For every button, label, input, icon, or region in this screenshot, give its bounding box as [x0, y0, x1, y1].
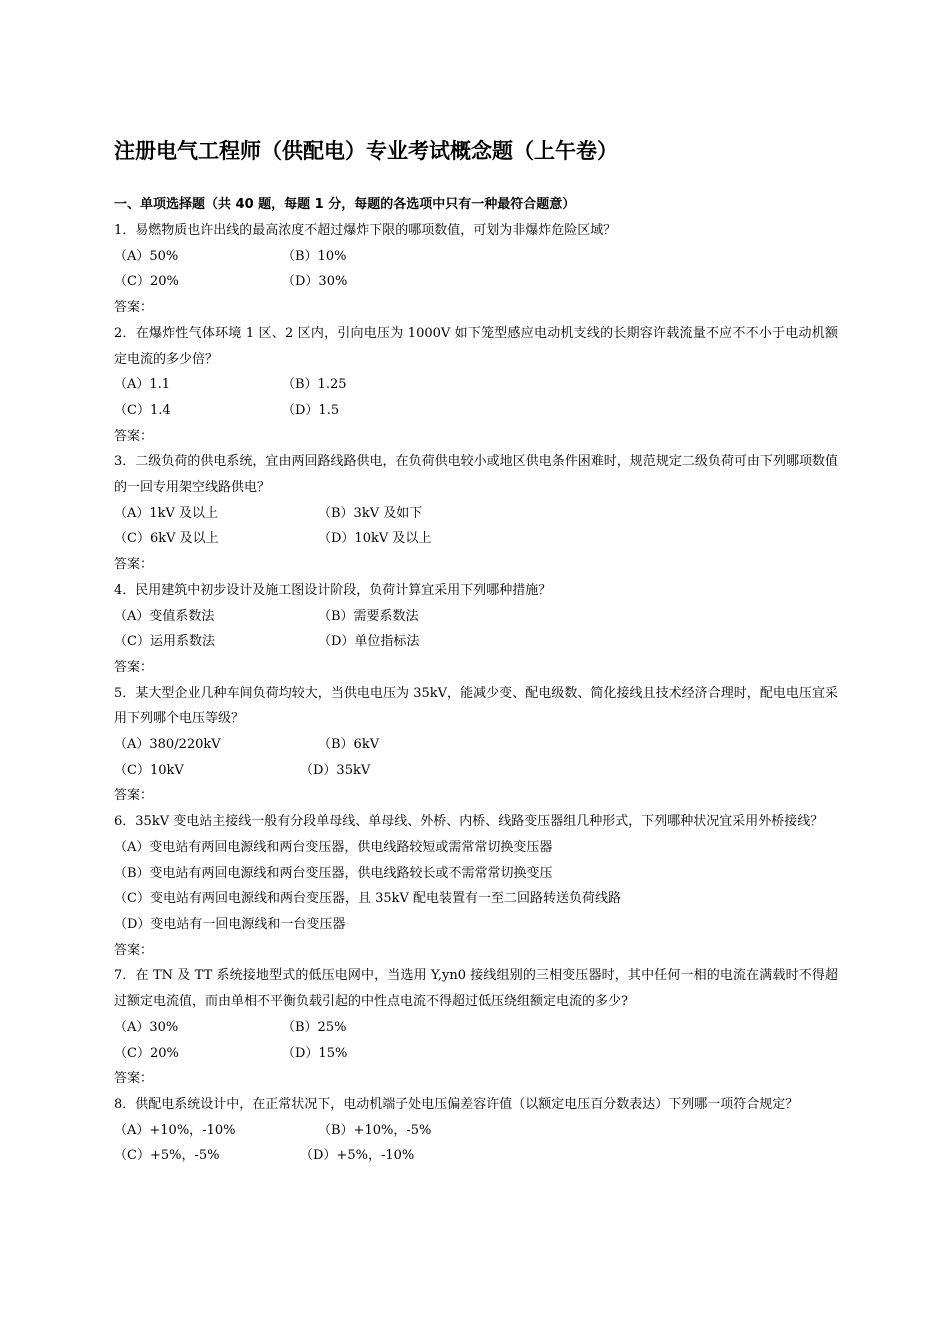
question-stem: 6．35kV 变电站主接线一般有分段单母线、单母线、外桥、内桥、线路变压器组几种形式，下列哪种状况宜采用外桥接线？	[114, 814, 824, 830]
option-row	[114, 1143, 838, 1169]
option-a: （A）变值系数法	[114, 608, 215, 624]
option-a: （A）+10%，-10%	[114, 1122, 236, 1138]
option-b: （B）需要系数法	[318, 608, 419, 624]
question-stem: 7．在 TN 及 TT 系统接地型式的低压电网中，当选用 Y,yn0 接线组别的三相变压器时，其中任何一相的电流在满载时不得超过额定电流值，而由单相不平衡负载引起的中性点电流不得超过低压绕组额定电流的多少?	[114, 968, 838, 1010]
option-d: （D）15%	[282, 1045, 348, 1061]
option-row	[114, 269, 838, 295]
option-d: （D）35kV	[300, 762, 371, 778]
option-row	[114, 501, 838, 527]
option-c: （C）+5%，-5%	[114, 1148, 220, 1164]
option-c: （C）10kV	[114, 762, 184, 778]
question-8	[114, 1092, 838, 1169]
option-row	[114, 398, 838, 424]
question-stem: 8．供配电系统设计中，在正常状况下，电动机端子处电压偏差容许值（以额定电压百分数表达）下列哪一项符合规定？	[114, 1096, 799, 1112]
option-c: （C）变电站有两回电源线和两台变压器，且 35kV 配电装置有一至二回路转送负荷线路	[114, 891, 622, 907]
option-row	[114, 629, 838, 655]
option-row	[114, 1041, 838, 1067]
option-a: （A）变电站有两回电源线和两台变压器，供电线路较短或需常常切换变压器	[114, 839, 553, 855]
question-3	[114, 449, 838, 578]
option-row	[114, 372, 838, 398]
question-4	[114, 578, 838, 681]
option-d: （D）+5%，-10%	[300, 1148, 415, 1164]
option-b: （B）25%	[282, 1019, 347, 1035]
answer-label: 答案：	[114, 428, 154, 444]
question-1	[114, 218, 838, 321]
option-c: （C）1.4	[114, 402, 171, 418]
option-d: （D）变电站有一回电源线和一台变压器	[114, 916, 346, 932]
question-stem: 4．民用建筑中初步设计及施工图设计阶段，负荷计算宜采用下列哪种措施？	[114, 582, 552, 598]
option-c: （C）20%	[114, 1045, 179, 1061]
answer-label: 答案：	[114, 942, 154, 958]
option-b: （B）变电站有两回电源线和两台变压器，供电线路较长或不需常常切换变压	[114, 865, 553, 881]
option-row	[114, 244, 838, 270]
answer-label: 答案：	[114, 300, 154, 316]
option-a: （A）380/220kV	[114, 737, 221, 753]
question-stem: 3．二级负荷的供电系统，宜由两回路线路供电，在负荷供电较小或地区供电条件困难时，规范规定二级负荷可由下列哪项数值的一回专用架空线路供电？	[114, 454, 838, 496]
option-a: （A）30%	[114, 1019, 179, 1035]
question-7	[114, 963, 838, 1092]
option-row	[114, 526, 838, 552]
answer-label: 答案：	[114, 557, 154, 573]
question-2	[114, 321, 838, 450]
answer-label: 答案：	[114, 788, 154, 804]
answer-label: 答案：	[114, 1071, 154, 1087]
option-b: （B）1.25	[282, 377, 347, 393]
question-5	[114, 681, 838, 810]
option-c: （C）20%	[114, 274, 179, 290]
option-a: （A）1.1	[114, 377, 171, 393]
option-row	[114, 1118, 838, 1144]
document-page	[114, 134, 838, 1169]
option-row	[114, 732, 838, 758]
option-c: （C）运用系数法	[114, 634, 215, 650]
option-a: （A）50%	[114, 248, 179, 264]
option-d: （D）1.5	[282, 402, 340, 418]
option-a: （A）1kV 及以上	[114, 505, 219, 521]
option-b: （B）10%	[282, 248, 347, 264]
option-d: （D）10kV 及以上	[318, 531, 432, 547]
option-b: （B）6kV	[318, 737, 380, 753]
option-row	[114, 1015, 838, 1041]
option-row	[114, 604, 838, 630]
option-row	[114, 758, 838, 784]
option-d: （D）单位指标法	[318, 634, 420, 650]
option-b: （B）3kV 及如下	[318, 505, 423, 521]
section-heading: 一、单项选择题（共 40 题，每题 1 分，每题的各选项中只有一种最符合题意）	[114, 197, 576, 212]
question-stem: 1．易燃物质也许出线的最高浓度不超过爆炸下限的哪项数值，可划为非爆炸危险区域？	[114, 223, 617, 238]
option-c: （C）6kV 及以上	[114, 531, 219, 547]
answer-label: 答案：	[114, 659, 154, 675]
question-6	[114, 809, 838, 963]
option-b: （B）+10%，-5%	[318, 1122, 432, 1138]
question-stem: 2．在爆炸性气体环境 1 区、2 区内，引向电压为 1000V 如下笼型感应电动机支线的长期容许载流量不应不不小于电动机额定电流的多少倍？	[114, 325, 838, 367]
option-d: （D）30%	[282, 274, 348, 290]
page-title: 注册电气工程师（供配电）专业考试概念题（上午卷）	[114, 139, 618, 163]
question-stem: 5．某大型企业几种车间负荷均较大，当供电电压为 35kV，能减少变、配电级数、简化接线且技术经济合理时，配电电压宜采用下列哪个电压等级？	[114, 685, 838, 727]
